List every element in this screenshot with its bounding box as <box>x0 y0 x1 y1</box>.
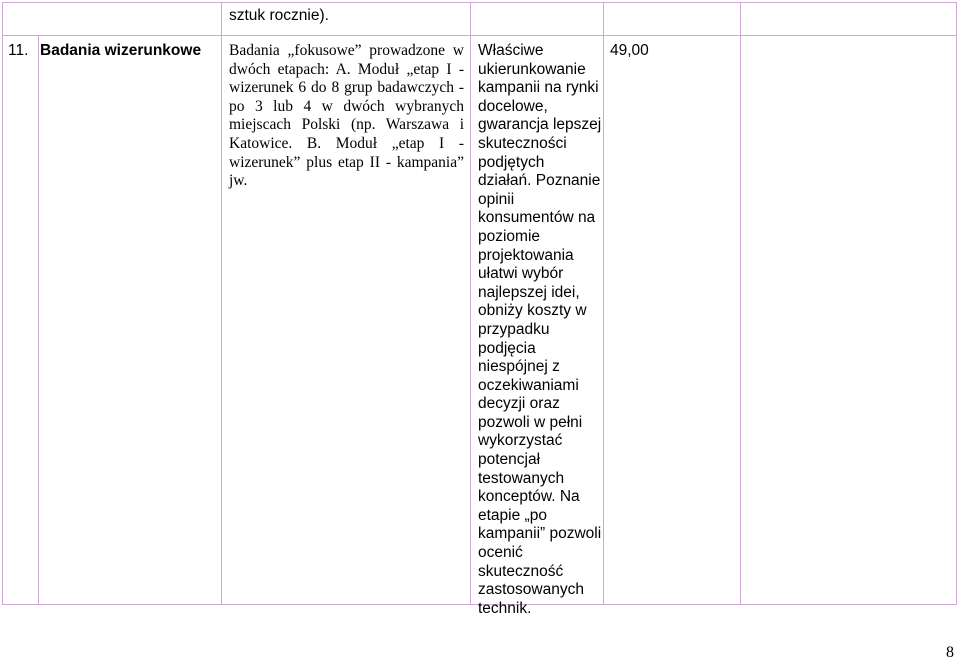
row-number: 11. <box>8 42 29 59</box>
row-justification: Właściwe ukierunkowanie kampanii na rynki docelowe, gwarancja lepszej skuteczności podjętych działań. Poznanie opinii konsumentów na poziomie projektowania ułatwi wybór najlepszej idei, obniży koszty w przypadku podjęcia niespójnej z oczekiwaniami decyzji oraz pozwoli w pełni wykorzystać potencjał testowanych konceptów. Na etapie „po kampanii” pozwoli ocenić skuteczność zastosowanych technik. <box>478 42 602 617</box>
carry-over-text: sztuk rocznie). <box>229 7 329 24</box>
table-border-top <box>2 2 957 3</box>
column-divider <box>470 2 471 605</box>
table-border-left <box>2 2 3 605</box>
table-row-divider <box>2 35 957 36</box>
row-name: Badania wizerunkowe <box>40 42 202 59</box>
document-table <box>2 2 957 617</box>
page-number: 8 <box>946 644 954 661</box>
table-border-right <box>956 2 957 605</box>
row-description: Badania „fokusowe” prowadzone w dwóch etapach: A. Moduł „etap I - wizerunek 6 do 8 grup badawczych - po 3 lub 4 w dwóch wybranych miejscach Polski (np. Warszawa i Katowice. B. Moduł „etap I - wizerunek” plus etap II - kampania” jw. <box>229 42 464 190</box>
column-divider <box>740 2 741 605</box>
row-value: 49,00 <box>610 42 649 59</box>
column-divider <box>221 2 222 605</box>
column-divider <box>38 35 39 605</box>
column-divider <box>603 2 604 605</box>
